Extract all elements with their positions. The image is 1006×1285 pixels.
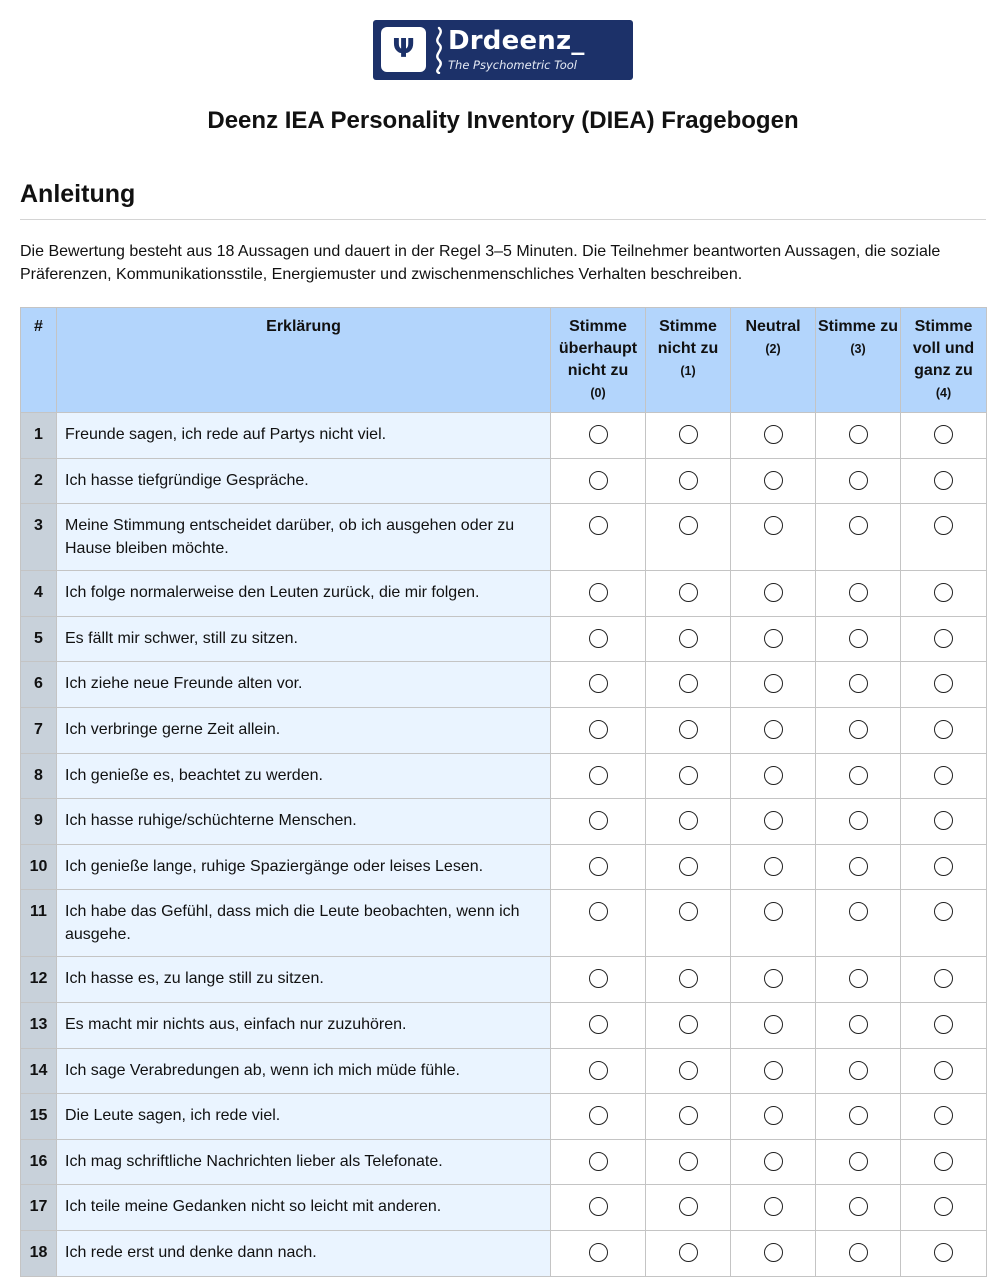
radio-option-3[interactable] (849, 629, 868, 648)
option-cell (551, 616, 646, 662)
radio-option-2[interactable] (764, 766, 783, 785)
table-row (21, 707, 987, 753)
radio-option-3[interactable] (849, 720, 868, 739)
radio-option-0[interactable] (589, 425, 608, 444)
radio-option-0[interactable] (589, 857, 608, 876)
radio-option-2[interactable] (764, 629, 783, 648)
wave-icon (431, 26, 447, 74)
table-header-row (21, 308, 987, 413)
table-row (21, 458, 987, 504)
radio-option-4[interactable] (934, 1152, 953, 1171)
radio-option-4[interactable] (934, 766, 953, 785)
option-cell (551, 1048, 646, 1094)
option-cell (731, 458, 816, 504)
radio-option-1[interactable] (679, 1015, 698, 1034)
option-cell (731, 957, 816, 1003)
option-cell (646, 1230, 731, 1276)
row-number: 4 (21, 571, 57, 617)
brand-logo (373, 20, 633, 80)
row-number: 10 (21, 844, 57, 890)
radio-option-1[interactable] (679, 766, 698, 785)
radio-option-3[interactable] (849, 857, 868, 876)
radio-option-1[interactable] (679, 969, 698, 988)
radio-option-4[interactable] (934, 857, 953, 876)
radio-option-3[interactable] (849, 766, 868, 785)
option-cell (646, 413, 731, 459)
option-cell (731, 1094, 816, 1140)
statement-text: Ich ziehe neue Freunde alten vor. (57, 662, 551, 708)
radio-option-3[interactable] (849, 583, 868, 602)
row-number: 5 (21, 616, 57, 662)
option-cell (646, 1048, 731, 1094)
table-row (21, 957, 987, 1003)
radio-option-3[interactable] (849, 1197, 868, 1216)
radio-option-2[interactable] (764, 1061, 783, 1080)
option-cell (646, 890, 731, 957)
radio-option-4[interactable] (934, 583, 953, 602)
option-cell (901, 1048, 987, 1094)
option-cell (901, 413, 987, 459)
table-row (21, 844, 987, 890)
radio-option-0[interactable] (589, 1243, 608, 1262)
radio-option-1[interactable] (679, 720, 698, 739)
psi-icon: Ψ (381, 27, 426, 72)
statement-text: Freunde sagen, ich rede auf Partys nicht viel. (57, 413, 551, 459)
statement-text: Ich rede erst und denke dann nach. (57, 1230, 551, 1276)
option-cell (731, 616, 816, 662)
radio-option-2[interactable] (764, 1152, 783, 1171)
row-number: 3 (21, 504, 57, 571)
table-row (21, 1002, 987, 1048)
radio-option-2[interactable] (764, 811, 783, 830)
questionnaire-table (20, 307, 987, 1277)
radio-option-3[interactable] (849, 674, 868, 693)
table-row (21, 890, 987, 957)
statement-text: Ich hasse ruhige/schüchterne Menschen. (57, 799, 551, 845)
option-cell (551, 890, 646, 957)
option-label: Stimme voll und ganz zu (912, 318, 975, 379)
row-number: 16 (21, 1139, 57, 1185)
radio-option-1[interactable] (679, 1106, 698, 1125)
option-cell (731, 1185, 816, 1231)
option-cell (551, 1002, 646, 1048)
option-label: Stimme zu (817, 318, 898, 335)
option-cell (816, 844, 901, 890)
radio-option-2[interactable] (764, 1015, 783, 1034)
header-statement: Erklärung (57, 308, 551, 413)
option-cell (901, 890, 987, 957)
option-cell (731, 1002, 816, 1048)
option-label: Stimme nicht zu (657, 318, 719, 357)
option-cell (816, 571, 901, 617)
radio-option-4[interactable] (934, 1061, 953, 1080)
radio-option-3[interactable] (849, 1152, 868, 1171)
statement-text: Ich hasse es, zu lange still zu sitzen. (57, 957, 551, 1003)
radio-option-4[interactable] (934, 516, 953, 535)
radio-option-1[interactable] (679, 1152, 698, 1171)
option-cell (901, 1002, 987, 1048)
radio-option-0[interactable] (589, 629, 608, 648)
header-option-4 (901, 308, 987, 413)
radio-option-3[interactable] (849, 902, 868, 921)
option-cell (901, 662, 987, 708)
option-cell (816, 458, 901, 504)
radio-option-2[interactable] (764, 857, 783, 876)
option-cell (901, 1185, 987, 1231)
radio-option-1[interactable] (679, 471, 698, 490)
radio-option-4[interactable] (934, 720, 953, 739)
option-cell (816, 504, 901, 571)
radio-option-0[interactable] (589, 1015, 608, 1034)
option-cell (646, 504, 731, 571)
table-row (21, 413, 987, 459)
radio-option-2[interactable] (764, 720, 783, 739)
option-scale: (3) (850, 342, 866, 356)
radio-option-2[interactable] (764, 1197, 783, 1216)
radio-option-4[interactable] (934, 969, 953, 988)
option-cell (901, 504, 987, 571)
option-cell (731, 1048, 816, 1094)
option-cell (551, 799, 646, 845)
radio-option-0[interactable] (589, 811, 608, 830)
table-row (21, 616, 987, 662)
option-cell (731, 571, 816, 617)
statement-text: Ich verbringe gerne Zeit allein. (57, 707, 551, 753)
row-number: 11 (21, 890, 57, 957)
option-cell (816, 753, 901, 799)
option-cell (646, 844, 731, 890)
radio-option-1[interactable] (679, 1197, 698, 1216)
option-cell (901, 458, 987, 504)
table-row (21, 1230, 987, 1276)
option-cell (901, 707, 987, 753)
statement-text: Es fällt mir schwer, still zu sitzen. (57, 616, 551, 662)
option-cell (901, 616, 987, 662)
option-cell (551, 1139, 646, 1185)
row-number: 13 (21, 1002, 57, 1048)
option-cell (816, 957, 901, 1003)
table-row (21, 662, 987, 708)
option-cell (551, 753, 646, 799)
radio-option-2[interactable] (764, 471, 783, 490)
option-cell (551, 1185, 646, 1231)
option-cell (901, 1139, 987, 1185)
radio-option-1[interactable] (679, 811, 698, 830)
statement-text: Es macht mir nichts aus, einfach nur zuzuhören. (57, 1002, 551, 1048)
radio-option-0[interactable] (589, 674, 608, 693)
option-cell (551, 1230, 646, 1276)
radio-option-4[interactable] (934, 674, 953, 693)
option-cell (646, 571, 731, 617)
option-cell (731, 707, 816, 753)
option-cell (551, 1094, 646, 1140)
row-number: 9 (21, 799, 57, 845)
row-number: 8 (21, 753, 57, 799)
option-cell (731, 504, 816, 571)
radio-option-4[interactable] (934, 1106, 953, 1125)
radio-option-1[interactable] (679, 583, 698, 602)
radio-option-4[interactable] (934, 471, 953, 490)
option-cell (816, 662, 901, 708)
header-option-2 (731, 308, 816, 413)
option-cell (551, 844, 646, 890)
option-cell (731, 753, 816, 799)
option-cell (816, 890, 901, 957)
radio-option-1[interactable] (679, 516, 698, 535)
option-cell (551, 504, 646, 571)
radio-option-0[interactable] (589, 583, 608, 602)
radio-option-4[interactable] (934, 902, 953, 921)
row-number: 18 (21, 1230, 57, 1276)
option-cell (646, 1185, 731, 1231)
table-row (21, 1139, 987, 1185)
option-cell (646, 957, 731, 1003)
radio-option-3[interactable] (849, 1061, 868, 1080)
option-cell (731, 844, 816, 890)
option-cell (901, 1094, 987, 1140)
row-number: 12 (21, 957, 57, 1003)
radio-option-3[interactable] (849, 969, 868, 988)
radio-option-0[interactable] (589, 969, 608, 988)
radio-option-2[interactable] (764, 674, 783, 693)
header-num: # (21, 308, 57, 413)
option-cell (646, 458, 731, 504)
table-row (21, 1094, 987, 1140)
row-number: 6 (21, 662, 57, 708)
instructions-heading: Anleitung (20, 180, 136, 208)
radio-option-4[interactable] (934, 1015, 953, 1034)
statement-text: Ich genieße lange, ruhige Spaziergänge oder leises Lesen. (57, 844, 551, 890)
header-option-1 (646, 308, 731, 413)
option-cell (901, 957, 987, 1003)
radio-option-1[interactable] (679, 1061, 698, 1080)
option-cell (731, 1230, 816, 1276)
brand-name: Drdeenz_ (448, 26, 585, 56)
option-cell (901, 753, 987, 799)
statement-text: Meine Stimmung entscheidet darüber, ob ich ausgehen oder zu Hause bleiben möchte. (57, 504, 551, 571)
option-cell (901, 1230, 987, 1276)
option-cell (646, 1002, 731, 1048)
radio-option-3[interactable] (849, 1015, 868, 1034)
option-scale: (2) (765, 342, 781, 356)
table-row (21, 1048, 987, 1094)
radio-option-1[interactable] (679, 857, 698, 876)
option-cell (646, 707, 731, 753)
radio-option-1[interactable] (679, 425, 698, 444)
radio-option-0[interactable] (589, 766, 608, 785)
radio-option-4[interactable] (934, 425, 953, 444)
option-cell (731, 413, 816, 459)
option-cell (646, 1139, 731, 1185)
option-cell (731, 890, 816, 957)
option-cell (816, 1230, 901, 1276)
radio-option-2[interactable] (764, 583, 783, 602)
option-cell (816, 1094, 901, 1140)
radio-option-2[interactable] (764, 1106, 783, 1125)
option-cell (816, 707, 901, 753)
statement-text: Ich hasse tiefgründige Gespräche. (57, 458, 551, 504)
radio-option-1[interactable] (679, 1243, 698, 1262)
radio-option-0[interactable] (589, 1152, 608, 1171)
statement-text: Ich teile meine Gedanken nicht so leicht mit anderen. (57, 1185, 551, 1231)
header-option-3 (816, 308, 901, 413)
radio-option-3[interactable] (849, 1106, 868, 1125)
radio-option-2[interactable] (764, 425, 783, 444)
radio-option-0[interactable] (589, 471, 608, 490)
radio-option-1[interactable] (679, 674, 698, 693)
section-divider (20, 219, 986, 220)
option-cell (646, 616, 731, 662)
statement-text: Ich sage Verabredungen ab, wenn ich mich müde fühle. (57, 1048, 551, 1094)
option-cell (816, 616, 901, 662)
row-number: 15 (21, 1094, 57, 1140)
statement-text: Ich folge normalerweise den Leuten zurück, die mir folgen. (57, 571, 551, 617)
option-cell (551, 662, 646, 708)
option-cell (551, 707, 646, 753)
table-row (21, 1185, 987, 1231)
radio-option-1[interactable] (679, 629, 698, 648)
option-cell (816, 413, 901, 459)
statement-text: Ich genieße es, beachtet zu werden. (57, 753, 551, 799)
option-cell (901, 844, 987, 890)
radio-option-0[interactable] (589, 720, 608, 739)
radio-option-3[interactable] (849, 811, 868, 830)
statement-text: Ich habe das Gefühl, dass mich die Leute beobachten, wenn ich ausgehe. (57, 890, 551, 957)
page-title: Deenz IEA Personality Inventory (DIEA) Fragebogen (207, 107, 799, 134)
radio-option-4[interactable] (934, 1197, 953, 1216)
table-row (21, 504, 987, 571)
radio-option-4[interactable] (934, 811, 953, 830)
row-number: 2 (21, 458, 57, 504)
radio-option-3[interactable] (849, 471, 868, 490)
option-cell (901, 571, 987, 617)
option-cell (731, 662, 816, 708)
option-cell (901, 799, 987, 845)
option-scale: (0) (590, 386, 606, 400)
option-cell (816, 1185, 901, 1231)
radio-option-2[interactable] (764, 1243, 783, 1262)
option-cell (731, 799, 816, 845)
radio-option-4[interactable] (934, 629, 953, 648)
table-row (21, 753, 987, 799)
header-option-0 (551, 308, 646, 413)
instructions-text: Die Bewertung besteht aus 18 Aussagen und dauert in der Regel 3–5 Minuten. Die Teilnehmer beantworten Aussagen, die soziale Präferenzen, Kommunikationsstile, Energiemuster und zwischenmenschliches Verhalten beschreiben. (20, 243, 941, 283)
row-number: 1 (21, 413, 57, 459)
row-number: 14 (21, 1048, 57, 1094)
option-cell (551, 458, 646, 504)
option-scale: (1) (680, 364, 696, 378)
table-row (21, 571, 987, 617)
statement-text: Ich mag schriftliche Nachrichten lieber als Telefonate. (57, 1139, 551, 1185)
option-cell (646, 662, 731, 708)
option-cell (816, 1139, 901, 1185)
option-cell (731, 1139, 816, 1185)
table-row (21, 799, 987, 845)
radio-option-1[interactable] (679, 902, 698, 921)
option-label: Neutral (745, 318, 801, 335)
statement-text: Die Leute sagen, ich rede viel. (57, 1094, 551, 1140)
radio-option-2[interactable] (764, 516, 783, 535)
option-cell (646, 799, 731, 845)
radio-option-0[interactable] (589, 1106, 608, 1125)
option-cell (646, 1094, 731, 1140)
radio-option-0[interactable] (589, 1197, 608, 1216)
row-number: 17 (21, 1185, 57, 1231)
option-cell (816, 1048, 901, 1094)
radio-option-2[interactable] (764, 969, 783, 988)
option-scale: (4) (935, 386, 952, 400)
radio-option-4[interactable] (934, 1243, 953, 1262)
option-label: Stimme überhaupt nicht zu (558, 318, 638, 379)
option-cell (816, 799, 901, 845)
radio-option-0[interactable] (589, 902, 608, 921)
option-cell (816, 1002, 901, 1048)
radio-option-3[interactable] (849, 516, 868, 535)
option-cell (551, 413, 646, 459)
option-cell (646, 753, 731, 799)
radio-option-3[interactable] (849, 1243, 868, 1262)
radio-option-2[interactable] (764, 902, 783, 921)
radio-option-0[interactable] (589, 1061, 608, 1080)
row-number: 7 (21, 707, 57, 753)
option-cell (551, 957, 646, 1003)
radio-option-3[interactable] (849, 425, 868, 444)
brand-tagline: The Psychometric Tool (448, 58, 577, 72)
option-cell (551, 571, 646, 617)
radio-option-0[interactable] (589, 516, 608, 535)
